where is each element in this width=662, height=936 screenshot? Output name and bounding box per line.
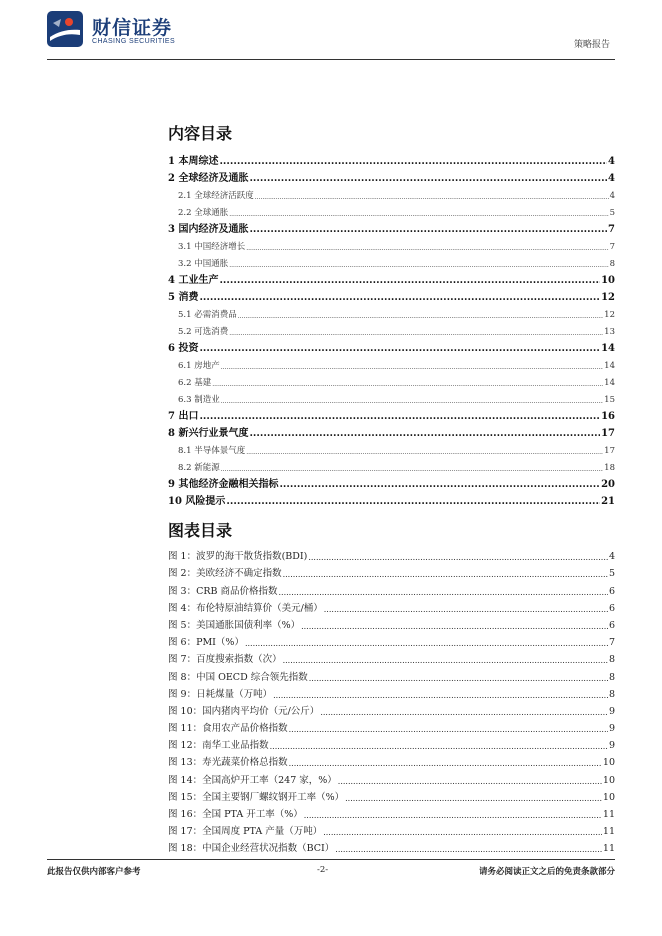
toc-entry[interactable] [168,405,615,422]
toc-entry[interactable] [168,303,615,320]
dot-leader [238,313,603,320]
dot-leader [320,708,608,717]
figure-entry[interactable] [168,545,615,562]
entry-label: 图 12：南华工业品指数 [168,740,269,752]
dot-leader [279,479,600,490]
dot-leader [221,466,603,473]
figure-entry[interactable] [168,648,615,665]
dot-leader [289,759,602,768]
dot-leader [308,553,608,562]
dot-leader [246,245,608,252]
figure-entry[interactable] [168,631,615,648]
entry-label: 图 14：全国高炉开工率（247 家，%） [168,774,337,786]
entry-page-number: 8 [608,671,615,683]
figure-entry[interactable] [168,717,615,734]
entry-label: 8.1 半导体景气度 [178,446,246,456]
entry-page-number: 10 [602,774,615,786]
dot-leader [289,725,608,734]
figure-entry[interactable] [168,786,615,803]
entry-label: 10 风险提示 [168,496,226,507]
dot-leader [246,449,603,456]
entry-label: 图 7：百度搜索指数（次） [168,654,282,666]
entry-label: 2 全球经济及通胀 [168,173,249,184]
entry-page-number: 8 [608,654,615,666]
page-number: -2- [317,865,329,875]
toc-entry[interactable] [168,269,615,286]
figures-title: 图表目录 [168,521,233,540]
brand-name-cn: 财信证券 [92,17,173,39]
dot-leader [323,828,602,837]
dot-leader [219,156,607,167]
toc-entry[interactable] [168,422,615,439]
toc-entry[interactable] [168,354,615,371]
toc-entry[interactable] [168,439,615,456]
toc-title: 内容目录 [168,124,233,143]
figure-entry[interactable] [168,803,615,820]
entry-label: 图 10：国内猪肉平均价（元/公斤） [168,705,320,717]
dot-leader [212,381,603,388]
toc-entry[interactable] [168,286,615,303]
figure-entry[interactable] [168,597,615,614]
entry-label: 6.1 房地产 [178,361,220,371]
dot-leader [324,605,608,614]
entry-page-number: 15 [604,395,615,405]
entry-label: 5.1 必需消费品 [178,310,237,320]
toc-entry[interactable] [168,456,615,473]
dot-leader [249,224,607,235]
figure-entry[interactable] [168,820,615,837]
brand-name-en: CHASING SECURITIES [92,38,176,45]
entry-page-number: 11 [602,809,615,820]
dot-leader [221,398,603,405]
entry-page-number: 18 [604,463,615,473]
entry-page-number: 8 [609,259,615,269]
entry-label: 5.2 可选消费 [178,327,229,337]
entry-page-number: 9 [608,740,615,752]
dot-leader [229,262,608,269]
figure-entry[interactable] [168,562,615,579]
list-of-figures [168,545,615,854]
dot-leader [335,845,602,854]
entry-page-number: 21 [601,496,615,507]
entry-page-number: 4 [608,173,615,184]
entry-page-number: 20 [601,479,615,490]
entry-label: 2.2 全球通胀 [178,208,229,218]
entry-label: 图 8：中国 OECD 综合领先指数 [168,671,308,683]
toc-entry[interactable] [168,167,615,184]
dot-leader [345,794,602,803]
entry-label: 4 工业生产 [168,275,219,286]
dot-leader [338,777,602,786]
entry-page-number: 7 [608,224,615,235]
toc-entry[interactable] [168,337,615,354]
toc-entry[interactable] [168,320,615,337]
figure-entry[interactable] [168,837,615,854]
entry-page-number: 4 [609,191,615,201]
entry-page-number: 11 [602,843,615,855]
entry-label: 图 15：全国主要钢厂螺纹钢开工率（%） [168,791,345,803]
entry-label: 3.1 中国经济增长 [178,242,246,252]
dot-leader [304,811,602,820]
dot-leader [273,691,608,700]
entry-label: 图 18：中国企业经营状况指数（BCI） [168,843,335,855]
entry-label: 5 消费 [168,292,199,303]
entry-label: 6 投资 [168,343,199,354]
entry-page-number: 5 [609,208,615,218]
entry-page-number: 17 [604,446,615,456]
entry-label: 图 2：美欧经济不确定指数 [168,568,282,580]
entry-page-number: 5 [608,568,615,580]
entry-page-number: 6 [608,585,615,597]
entry-label: 1 本周综述 [168,156,219,167]
entry-page-number: 17 [601,428,615,439]
footer-disclaimer: 此报告仅供内部客户参考 [47,867,141,877]
toc-entry[interactable] [168,388,615,405]
dot-leader [226,496,600,507]
entry-page-number: 14 [604,378,615,388]
dot-leader [279,588,608,597]
entry-label: 图 17：全国周度 PTA 产量（万吨） [168,826,323,838]
figure-entry[interactable] [168,614,615,631]
entry-label: 7 出口 [168,411,199,422]
entry-page-number: 10 [602,757,615,769]
footer-notice: 请务必阅读正文之后的免责条款部分 [478,867,615,877]
dot-leader [249,173,607,184]
entry-label: 图 4：布伦特原油结算价（美元/桶） [168,602,323,614]
dot-leader [283,656,608,665]
page-header [0,0,662,62]
dot-leader [301,622,608,631]
entry-label: 图 6：PMI（%） [168,637,244,649]
entry-page-number: 4 [608,551,615,563]
figure-entry[interactable] [168,665,615,682]
entry-label: 8 新兴行业景气度 [168,428,249,439]
toc-entry[interactable] [168,201,615,218]
dot-leader [255,194,609,201]
dot-leader [270,742,608,751]
entry-label: 2.1 全球经济活跃度 [178,191,254,201]
entry-page-number: 8 [608,688,615,700]
entry-page-number: 12 [604,310,615,320]
entry-page-number: 10 [601,275,615,286]
table-of-contents [168,150,615,507]
report-type: 策略报告 [573,40,610,50]
dot-leader [199,292,600,303]
entry-label: 图 11：食用农产品价格指数 [168,723,288,735]
entry-page-number: 10 [602,791,615,803]
toc-entry[interactable] [168,371,615,388]
footer-divider [47,859,615,860]
figure-entry[interactable] [168,579,615,596]
entry-page-number: 6 [608,602,615,614]
entry-label: 3.2 中国通胀 [178,259,229,269]
entry-page-number: 11 [602,826,615,838]
company-logo-icon [47,11,83,47]
toc-entry[interactable] [168,218,615,235]
entry-label: 图 1：波罗的海干散货指数(BDI) [168,551,308,563]
entry-label: 8.2 新能源 [178,463,220,473]
figure-entry[interactable] [168,734,615,751]
dot-leader [219,275,600,286]
dot-leader [309,674,608,683]
entry-label: 3 国内经济及通胀 [168,224,249,235]
entry-page-number: 16 [601,411,615,422]
entry-label: 6.2 基建 [178,378,212,388]
figure-entry[interactable] [168,768,615,785]
entry-label: 9 其他经济金融相关指标 [168,479,279,490]
dot-leader [221,364,603,371]
figure-entry[interactable] [168,683,615,700]
entry-label: 6.3 制造业 [178,395,220,405]
dot-leader [229,211,608,218]
entry-page-number: 13 [604,327,615,337]
entry-label: 图 3：CRB 商品价格指数 [168,585,278,597]
toc-entry[interactable] [168,252,615,269]
header-divider [47,59,615,60]
figure-entry[interactable] [168,751,615,768]
toc-entry[interactable] [168,235,615,252]
toc-entry[interactable] [168,150,615,167]
entry-label: 图 16：全国 PTA 开工率（%） [168,809,303,820]
dot-leader [245,639,608,648]
toc-entry[interactable] [168,184,615,201]
entry-page-number: 9 [608,705,615,717]
entry-page-number: 7 [609,242,615,252]
entry-label: 图 5：美国通胀国债利率（%） [168,619,301,631]
toc-entry[interactable] [168,473,615,490]
dot-leader [199,343,600,354]
entry-page-number: 6 [608,619,615,631]
dot-leader [199,411,600,422]
entry-label: 图 9：日耗煤量（万吨） [168,688,273,700]
entry-page-number: 9 [608,723,615,735]
figure-entry[interactable] [168,700,615,717]
entry-page-number: 14 [601,343,615,354]
entry-label: 图 13：寿光蔬菜价格总指数 [168,757,288,769]
toc-entry[interactable] [168,490,615,507]
dot-leader [229,330,603,337]
entry-page-number: 14 [604,361,615,371]
entry-page-number: 4 [608,156,615,167]
entry-page-number: 12 [601,292,615,303]
entry-page-number: 7 [608,637,615,649]
dot-leader [283,570,608,579]
dot-leader [249,428,600,439]
